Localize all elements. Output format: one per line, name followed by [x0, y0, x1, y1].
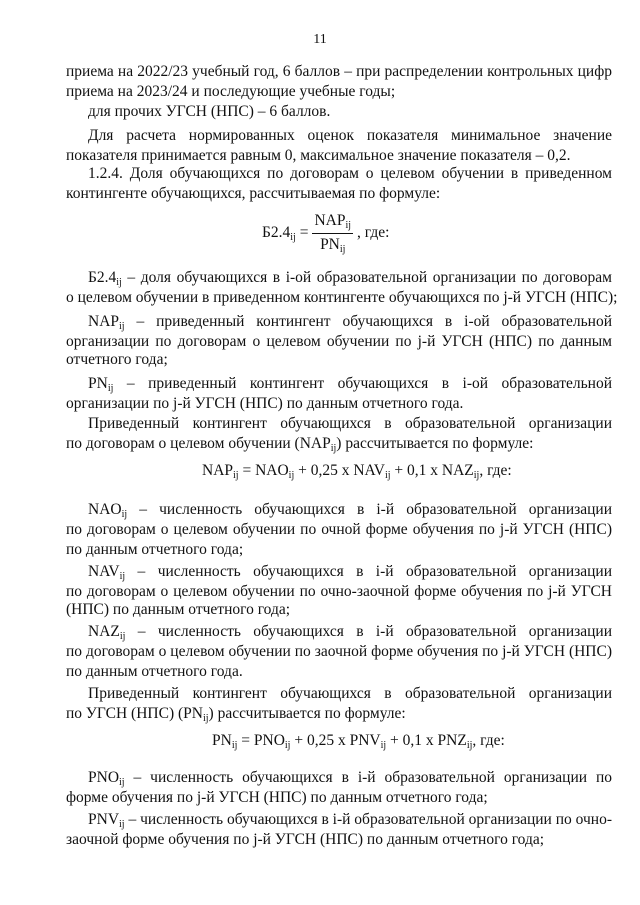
- formula-pn: $PN_{ij} = PNO_{ij} + 0,25$ x $PNV_{ij} + 0,1$ x $PNZ_{ij}$, где:: [212, 732, 505, 751]
- paragraph-line: приема на 2022/23 учебный год, 6 баллов – при распределении контрольных цифр: [66, 63, 612, 80]
- paragraph-line: по договорам о целевом обучении $(NAP_{ij})$ рассчитывается по формуле:: [66, 435, 534, 454]
- paragraph-line: контингенте обучающихся, рассчитываемая по формуле:: [66, 185, 441, 202]
- definition-line: $NAV_{ij}$ – численность обучающихся в i-й образовательной организации: [88, 563, 612, 582]
- page-number: 11: [313, 32, 327, 47]
- paragraph-line: форме обучения по j-й УГСН (НПС) по данным отчетного года;: [66, 789, 488, 806]
- definition-line: $NAO_{ij}$ – численность обучающихся в i-й образовательной организации: [88, 501, 612, 520]
- paragraph-line: (НПС) по данным отчетного года;: [66, 601, 291, 618]
- paragraph-line: Для расчета нормированных оценок показателя минимальное значение: [88, 127, 612, 144]
- definition-line: $NAP_{ij}$ – приведенный контингент обучающихся в i-ой образовательной: [88, 313, 612, 332]
- definition-line: $PNO_{ij}$ – численность обучающихся в i-й образовательной организации по: [88, 769, 612, 788]
- paragraph-line: 1.2.4. Доля обучающихся по договорам о целевом обучении в приведенном: [88, 165, 612, 182]
- paragraph-line: о целевом обучении в приведенном контингенте обучающихся по j-й УГСН (НПС);: [66, 289, 618, 306]
- paragraph-line: отчетного года;: [66, 351, 168, 368]
- formula-nap: $NAP_{ij} = NAO_{ij} + 0,25$ x $NAV_{ij} + 0,1$ x $NAZ_{ij}$, где:: [202, 462, 512, 481]
- paragraph-line: организации по договорам о целевом обучении по j-й УГСН (НПС) по данным: [66, 333, 612, 350]
- definition-line: $NAZ_{ij}$ – численность обучающихся в i-й образовательной организации: [88, 623, 612, 642]
- paragraph-line: по данным отчетного года;: [66, 541, 244, 558]
- paragraph-line: по договорам о целевом обучении по очно-заочной форме обучения по j-й УГСН: [66, 583, 612, 600]
- paragraph-line: организации по j-й УГСН (НПС) по данным отчетного года.: [66, 395, 464, 412]
- paragraph-line: по данным отчетного года.: [66, 663, 243, 680]
- definition-line: $Б2.4_{ij}$ – доля обучающихся в i-ой образовательной организации по договорам: [88, 269, 612, 288]
- paragraph-line: Приведенный контингент обучающихся в образовательной организации: [88, 415, 612, 432]
- definition-line: $PNV_{ij}$ – численность обучающихся в i-й образовательной организации по очно-: [88, 811, 612, 830]
- paragraph-line: по УГСН (НПС) $(PN_{ij})$ рассчитывается по формуле:: [66, 705, 406, 724]
- paragraph-line: приема на 2023/24 и последующие учебные годы;: [66, 83, 396, 100]
- paragraph-line: по договорам о целевом обучении по очной форме обучения по j-й УГСН (НПС): [66, 521, 612, 538]
- paragraph-line: Приведенный контингент обучающихся в образовательной организации: [88, 685, 612, 702]
- paragraph-line: для прочих УГСН (НПС) – 6 баллов.: [88, 103, 331, 120]
- paragraph-line: показателя принимается равным 0, максимальное значение показателя – 0,2.: [66, 147, 571, 164]
- paragraph-line: заочной форме обучения по j-й УГСН (НПС) по данным отчетного года;: [66, 831, 545, 848]
- formula-b24: $Б2.4_{ij}$ = $\frac{NAP_{ij}}{PN_{ij}}$ , где:: [262, 212, 390, 255]
- paragraph-line: по договорам о целевом обучении по заочной форме обучения по j-й УГСН (НПС): [66, 643, 612, 660]
- definition-line: $PN_{ij}$ – приведенный контингент обучающихся в i-ой образовательной: [88, 375, 612, 394]
